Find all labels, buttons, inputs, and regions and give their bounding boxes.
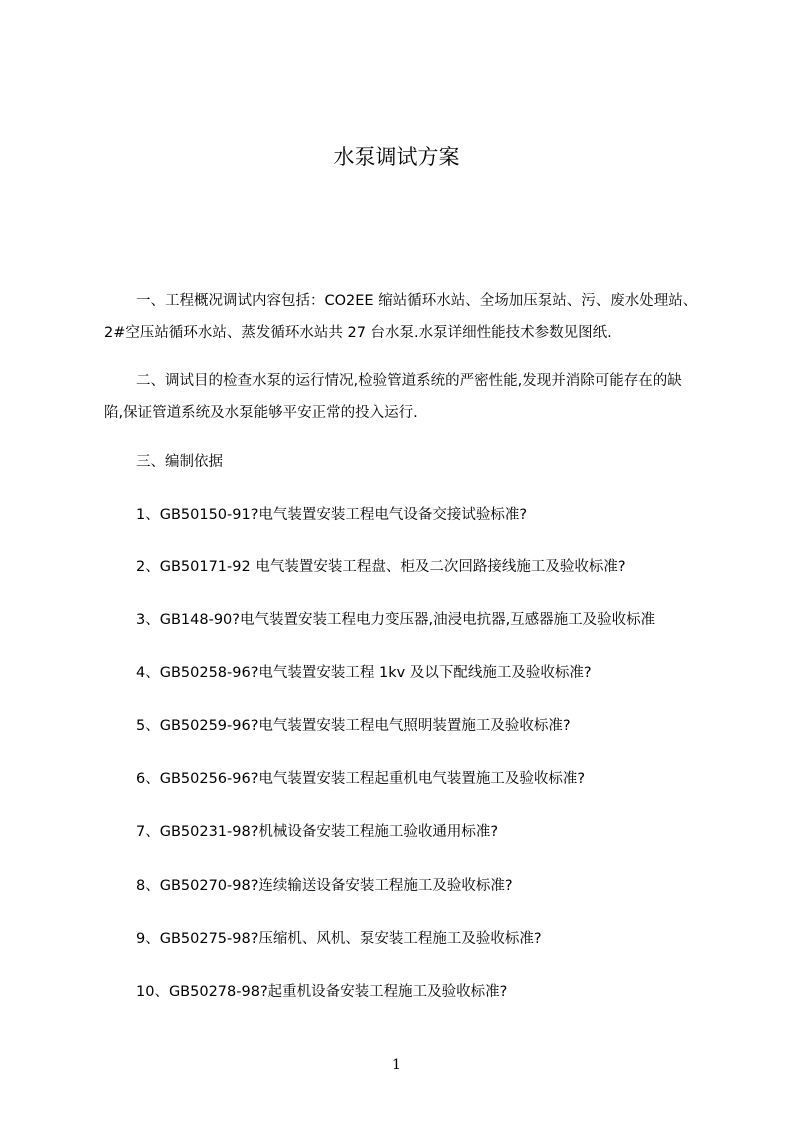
standard-item: 2、GB50171-92 电气装置安装工程盘、柜及二次回路接线施工及验收标准? xyxy=(136,559,626,575)
page-number: 1 xyxy=(392,1057,401,1073)
standard-item: 6、GB50256-96?电气装置安装工程起重机电气装置施工及验收标准? xyxy=(136,771,586,787)
standard-item: 10、GB50278-98?起重机设备安装工程施工及验收标准? xyxy=(136,984,508,1000)
document-title: 水泵调试方案 xyxy=(333,145,460,169)
standard-item: 8、GB50270-98?连续输送设备安装工程施工及验收标准? xyxy=(136,878,513,894)
standard-item: 5、GB50259-96?电气装置安装工程电气照明装置施工及验收标准? xyxy=(136,718,571,734)
standard-item: 9、GB50275-98?压缩机、风机、泵安装工程施工及验收标准? xyxy=(136,931,542,947)
standard-item: 4、GB50258-96?电气装置安装工程 1kv 及以下配线施工及验收标准? xyxy=(136,665,592,681)
paragraph-project-overview: 一、工程概况调试内容包括：CO2EE 缩站循环水站、全场加压泵站、污、废水处理站、2#空压站循环水站、蒸发循环水站共 27 台水泵.水泵详细性能技术参数见图纸. xyxy=(104,293,698,341)
standard-item: 1、GB50150-91?电气装置安装工程电气设备交接试验标准? xyxy=(136,507,528,523)
section-heading: 三、编制依据 xyxy=(136,454,223,470)
standard-item: 3、GB148-90?电气装置安装工程电力变压器,油浸电抗器,互感器施工及验收标准 xyxy=(136,612,656,628)
standard-item: 7、GB50231-98?机械设备安装工程施工验收通用标准? xyxy=(136,824,499,840)
paragraph-debug-purpose: 二、调试目的检查水泵的运行情况,检验管道系统的严密性能,发现并消除可能存在的缺陷,保证管道系统及水泵能够平安正常的投入运行. xyxy=(104,373,682,421)
